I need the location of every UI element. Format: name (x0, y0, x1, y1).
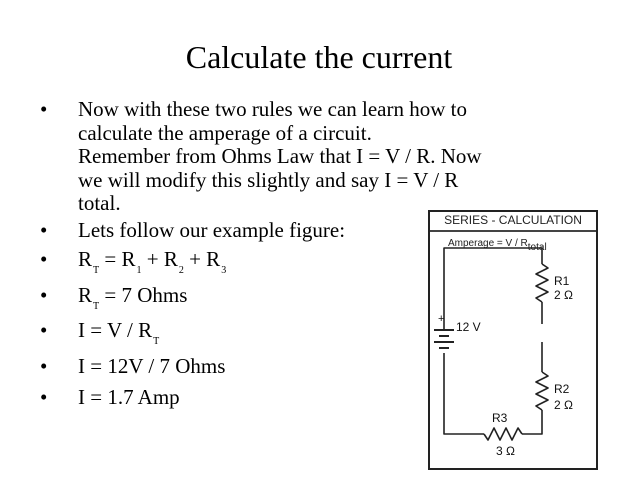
bullet-marker: • (40, 318, 48, 342)
resistor-r3-symbol (484, 428, 522, 440)
r1-name-label: R1 (554, 274, 570, 288)
eq-part: R (78, 282, 93, 307)
intro-line: we will modify this slightly and say I = V / R (78, 167, 459, 192)
eq-subscript: 2 (178, 265, 184, 276)
bullet-marker: • (40, 385, 48, 409)
bullet-marker: • (40, 247, 48, 271)
wire-bottom-left (444, 353, 484, 434)
bullet-text: I = 1.7 Amp (78, 385, 180, 409)
bullet-marker: • (40, 97, 48, 121)
resistor-r2-symbol (536, 372, 548, 410)
bullet-marker: • (40, 217, 48, 242)
bullet-text: I = 12V / 7 Ohms (78, 353, 226, 378)
bullet-marker: • (40, 282, 48, 307)
r1-value-label: 2 Ω (554, 288, 573, 302)
eq-subscript: 1 (136, 265, 142, 276)
formula-text: Amperage = V / R (448, 238, 528, 249)
eq-part: R (78, 247, 93, 271)
formula-subscript: total (527, 242, 547, 253)
eq-part: I = V / R (78, 318, 153, 342)
figure-title: SERIES - CALCULATION (444, 213, 582, 227)
intro-line: Remember from Ohms Law that I = V / R. Now (78, 144, 482, 168)
resistor-r1-symbol (536, 264, 548, 302)
bullet-intro (40, 98, 580, 216)
eq-subscript: T (93, 300, 100, 312)
wire-bottom-right (522, 410, 542, 434)
r2-name-label: R2 (554, 382, 570, 396)
intro-line: calculate the amperage of a circuit. (78, 120, 372, 145)
r2-value-label: 2 Ω (554, 398, 573, 412)
bullet-marker: • (40, 353, 48, 378)
eq-subscript: 3 (221, 265, 227, 276)
intro-line: Now with these two rules we can learn how to (78, 97, 467, 121)
eq-part: = 7 Ohms (99, 282, 188, 307)
eq-part: = R (99, 247, 136, 271)
battery-plus-sign: + (438, 313, 445, 325)
eq-subscript: T (93, 265, 100, 276)
intro-line: total. (78, 191, 121, 215)
r3-name-label: R3 (492, 411, 508, 425)
eq-part: + R (183, 247, 221, 271)
battery-symbol (434, 330, 454, 348)
slide-title: Calculate the current (185, 39, 453, 75)
circuit-diagram (430, 212, 596, 468)
eq-part: + R (141, 247, 178, 271)
r3-value-label: 3 Ω (496, 444, 515, 458)
bullet-text: Lets follow our example figure: (78, 217, 346, 242)
battery-voltage-label: 12 V (456, 320, 481, 334)
eq-subscript: T (153, 336, 160, 347)
series-circuit-figure (428, 210, 598, 470)
wire-top (444, 248, 542, 327)
